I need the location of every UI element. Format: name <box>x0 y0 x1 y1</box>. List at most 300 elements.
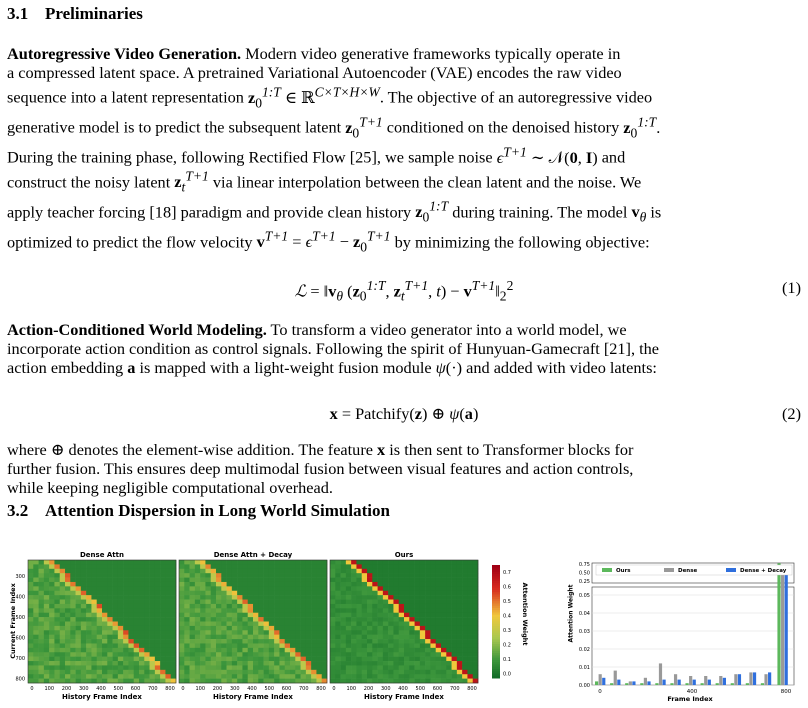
heatmap-cell <box>205 617 211 622</box>
heatmap-cell <box>346 600 352 605</box>
heatmap-cell <box>113 613 119 618</box>
heatmap-cell <box>430 670 436 675</box>
heatmap-cell <box>467 670 473 675</box>
heatmap-cell <box>462 630 468 635</box>
heatmap-cell <box>123 586 129 591</box>
heatmap-cell <box>425 595 431 600</box>
heatmap-cell <box>65 604 71 609</box>
heatmap-cell <box>81 679 87 684</box>
heatmap-cell <box>39 657 45 662</box>
heatmap-cell <box>457 657 463 662</box>
heatmap-cell <box>362 635 368 640</box>
heatmap-cell <box>155 635 161 640</box>
heatmap-cell <box>264 573 270 578</box>
heatmap-cell <box>462 560 468 565</box>
heatmap-cell <box>264 608 270 613</box>
heatmap-cell <box>150 661 156 666</box>
colorbar-label: Attention Weight <box>521 582 529 646</box>
heatmap-cell <box>436 564 442 569</box>
heatmap-cell <box>436 586 442 591</box>
heatmap-cell <box>39 560 45 565</box>
heatmap-cell <box>420 657 426 662</box>
heatmap-cell <box>237 661 243 666</box>
heatmap-cell <box>441 608 447 613</box>
heatmap-cell <box>60 613 66 618</box>
heatmap-cell <box>356 661 362 666</box>
heatmap-cell <box>195 674 201 679</box>
heatmap-cell <box>200 604 206 609</box>
heatmap-cell <box>211 564 217 569</box>
heatmap-cell <box>76 670 82 675</box>
heatmap-cell <box>118 639 124 644</box>
heatmap-cell <box>462 665 468 670</box>
heatmap-cell <box>70 604 76 609</box>
heatmap-cell <box>190 652 196 657</box>
heatmap-cell <box>211 626 217 631</box>
heatmap-cell <box>473 582 479 587</box>
heatmap-cell <box>242 626 248 631</box>
heatmap-cell <box>81 670 87 675</box>
heatmap-cell <box>279 613 285 618</box>
heatmap-cell <box>404 613 410 618</box>
heatmap-cell <box>452 617 458 622</box>
heatmap-cell <box>91 661 97 666</box>
heatmap-cell <box>264 617 270 622</box>
heatmap-cell <box>248 569 254 574</box>
heatmap-cell <box>150 622 156 627</box>
heatmap-cell <box>113 626 119 631</box>
heatmap-cell <box>39 652 45 657</box>
heatmap-cell <box>39 630 45 635</box>
heatmap-cell <box>316 622 322 627</box>
heatmap-cell <box>91 564 97 569</box>
heatmap-cell <box>404 626 410 631</box>
heatmap-cell <box>70 582 76 587</box>
heatmap-cell <box>60 643 66 648</box>
heatmap-cell <box>269 595 275 600</box>
heatmap-cell <box>128 626 134 631</box>
heatmap-cell <box>367 600 373 605</box>
heatmap-cell <box>446 648 452 653</box>
heatmap-cell <box>316 573 322 578</box>
heatmap-cell <box>316 586 322 591</box>
heatmap-cell <box>165 622 171 627</box>
heatmap-cell <box>165 674 171 679</box>
heatmap-xtick: 200 <box>61 686 72 692</box>
heatmap-cell <box>341 578 347 583</box>
heatmap-cell <box>378 613 384 618</box>
heatmap-cell <box>211 617 217 622</box>
heatmap-cell <box>91 635 97 640</box>
heatmap-cell <box>49 648 55 653</box>
heatmap-cell <box>81 635 87 640</box>
heatmap-cell <box>264 670 270 675</box>
heatmap-cell <box>232 639 238 644</box>
heatmap-cell <box>322 622 328 627</box>
heatmap-cell <box>399 578 405 583</box>
heatmap-cell <box>446 591 452 596</box>
heatmap-cell <box>128 648 134 653</box>
heatmap-cell <box>195 661 201 666</box>
heatmap-cell <box>139 622 145 627</box>
heatmap-cell <box>165 613 171 618</box>
heatmap-cell <box>195 648 201 653</box>
heatmap-cell <box>351 622 357 627</box>
heatmap-cell <box>179 622 185 627</box>
heatmap-cell <box>28 665 34 670</box>
heatmap-cell <box>237 604 243 609</box>
heatmap-cell <box>33 617 39 622</box>
heatmap-cell <box>264 613 270 618</box>
heatmap-cell <box>441 657 447 662</box>
heatmap-cell <box>91 613 97 618</box>
heatmap-cell <box>351 626 357 631</box>
heatmap-cell <box>388 639 394 644</box>
heatmap-cell <box>86 657 92 662</box>
heatmap-cell <box>467 560 473 565</box>
heatmap-cell <box>200 639 206 644</box>
heatmap-cell <box>118 661 124 666</box>
heatmap-cell <box>237 679 243 684</box>
heatmap-cell <box>91 586 97 591</box>
heatmap-cell <box>227 643 233 648</box>
heatmap-cell <box>253 617 259 622</box>
heatmap-cell <box>269 626 275 631</box>
heatmap-cell <box>28 643 34 648</box>
heatmap-cell <box>123 635 129 640</box>
heatmap-cell <box>211 578 217 583</box>
heatmap-cell <box>195 626 201 631</box>
heatmap-cell <box>44 665 50 670</box>
heatmap-cell <box>383 652 389 657</box>
heatmap-cell <box>322 600 328 605</box>
heatmap-cell <box>160 608 166 613</box>
heatmap-cell <box>211 582 217 587</box>
heatmap-cell <box>341 564 347 569</box>
heatmap-cell <box>436 639 442 644</box>
heatmap-cell <box>128 670 134 675</box>
heatmap-cell <box>171 674 177 679</box>
heatmap-cell <box>311 665 317 670</box>
heatmap-cell <box>383 613 389 618</box>
legend-swatch <box>726 568 736 572</box>
heatmap-cell <box>269 657 275 662</box>
heatmap-cell <box>430 635 436 640</box>
heatmap-cell <box>393 674 399 679</box>
heatmap-cell <box>378 617 384 622</box>
heatmap-cell <box>274 670 280 675</box>
heatmap-cell <box>441 613 447 618</box>
heatmap-cell <box>367 626 373 631</box>
heatmap-cell <box>33 657 39 662</box>
heatmap-cell <box>274 652 280 657</box>
heatmap-cell <box>378 569 384 574</box>
heatmap-cell <box>237 665 243 670</box>
heatmap-cell <box>306 652 312 657</box>
heatmap-cell <box>39 582 45 587</box>
heatmap-cell <box>322 608 328 613</box>
heatmap-cell <box>269 622 275 627</box>
colorbar-tick: 0.6 <box>503 584 511 591</box>
heatmap-cell <box>242 648 248 653</box>
heatmap-cell <box>316 569 322 574</box>
heatmap-cell <box>242 670 248 675</box>
heatmap-cell <box>86 578 92 583</box>
heatmap-cell <box>335 560 341 565</box>
bar-ylabel: Attention Weight <box>567 584 575 643</box>
heatmap-cell <box>253 613 259 618</box>
heatmap-cell <box>97 657 103 662</box>
heatmap-cell <box>279 600 285 605</box>
heatmap-cell <box>285 630 291 635</box>
heatmap-cell <box>86 630 92 635</box>
heatmap-cell <box>165 661 171 666</box>
heatmap-cell <box>457 564 463 569</box>
heatmap-cell <box>134 600 140 605</box>
heatmap-cell <box>179 652 185 657</box>
heatmap-cell <box>415 622 421 627</box>
heatmap-cell <box>311 608 317 613</box>
heatmap-cell <box>378 560 384 565</box>
heatmap-cell <box>165 665 171 670</box>
heatmap-cell <box>362 648 368 653</box>
heatmap-cell <box>139 604 145 609</box>
heatmap-cell <box>274 622 280 627</box>
heatmap-cell <box>316 630 322 635</box>
heatmap-cell <box>264 569 270 574</box>
heatmap-cell <box>44 657 50 662</box>
heatmap-cell <box>441 639 447 644</box>
heatmap-cell <box>165 630 171 635</box>
heatmap-cell <box>144 643 150 648</box>
heatmap-cell <box>155 564 161 569</box>
heatmap-cell <box>335 630 341 635</box>
heatmap-cell <box>216 569 222 574</box>
colorbar-tick: 0.7 <box>503 570 511 576</box>
heatmap-cell <box>190 595 196 600</box>
heatmap-cell <box>227 670 233 675</box>
heatmap-cell <box>211 643 217 648</box>
heatmap-cell <box>378 586 384 591</box>
heatmap-cell <box>107 648 113 653</box>
heatmap-cell <box>86 670 92 675</box>
heatmap-cell <box>467 617 473 622</box>
bar-ytick: 0.03 <box>578 629 590 635</box>
heatmap-cell <box>97 591 103 596</box>
heatmap-cell <box>311 573 317 578</box>
heatmap-cell <box>107 626 113 631</box>
heatmap-cell <box>404 573 410 578</box>
heatmap-cell <box>150 670 156 675</box>
heatmap-cell <box>107 564 113 569</box>
heatmap-cell <box>274 657 280 662</box>
heatmap-cell <box>269 560 275 565</box>
heatmap-cell <box>160 600 166 605</box>
heatmap-cell <box>242 674 248 679</box>
heatmap-cell <box>102 679 108 684</box>
heatmap-cell <box>279 648 285 653</box>
heatmap-cell <box>216 657 222 662</box>
heatmap-cell <box>253 578 259 583</box>
heatmap-cell <box>150 608 156 613</box>
heatmap-cell <box>102 604 108 609</box>
heatmap-cell <box>165 595 171 600</box>
heatmap-cell <box>54 564 60 569</box>
heatmap-cell <box>91 648 97 653</box>
heatmap-cell <box>123 613 129 618</box>
heatmap-cell <box>356 635 362 640</box>
heatmap-cell <box>258 617 264 622</box>
equation-number: (2) <box>782 404 801 423</box>
heatmap-cell <box>107 573 113 578</box>
heatmap-cell <box>462 639 468 644</box>
heatmap-cell <box>393 679 399 684</box>
heatmap-cell <box>190 635 196 640</box>
heatmap-cell <box>237 648 243 653</box>
heatmap-cell <box>113 652 119 657</box>
heatmap-cell <box>346 626 352 631</box>
heatmap-cell <box>420 635 426 640</box>
heatmap-cell <box>205 613 211 618</box>
heatmap-cell <box>242 613 248 618</box>
heatmap-cell <box>264 591 270 596</box>
heatmap-cell <box>335 617 341 622</box>
heatmap-xtick: 700 <box>147 686 158 692</box>
heatmap-cell <box>128 569 134 574</box>
heatmap-cell <box>227 622 233 627</box>
heatmap-cell <box>420 670 426 675</box>
heatmap-cell <box>118 670 124 675</box>
heatmap-cell <box>253 639 259 644</box>
heatmap-cell <box>430 657 436 662</box>
heatmap-cell <box>436 665 442 670</box>
heatmap-cell <box>446 630 452 635</box>
heatmap-cell <box>301 600 307 605</box>
heatmap-cell <box>144 578 150 583</box>
heatmap-cell <box>356 626 362 631</box>
heatmap-cell <box>285 613 291 618</box>
equation-2: x = Patchify(z) ⊕ ψ(a) (2) <box>329 404 801 423</box>
heatmap-cell <box>301 608 307 613</box>
heatmap-cell <box>227 564 233 569</box>
heatmap-cell <box>285 635 291 640</box>
heatmap-cell <box>258 600 264 605</box>
heatmap-cell <box>248 670 254 675</box>
heatmap-cell <box>102 635 108 640</box>
heatmap-cell <box>436 635 442 640</box>
heatmap-cell <box>39 600 45 605</box>
heatmap-cell <box>144 661 150 666</box>
heatmap-cell <box>335 604 341 609</box>
heatmap-cell <box>118 657 124 662</box>
heatmap-cell <box>457 569 463 574</box>
heatmap-cell <box>221 674 227 679</box>
heatmap-cell <box>264 630 270 635</box>
heatmap-cell <box>356 613 362 618</box>
heatmap-cell <box>128 674 134 679</box>
heatmap-cell <box>430 560 436 565</box>
heatmap-cell <box>237 652 243 657</box>
heatmap-cell <box>383 617 389 622</box>
heatmap-cell <box>65 613 71 618</box>
heatmap-cell <box>184 564 190 569</box>
heatmap-cell <box>102 622 108 627</box>
heatmap-cell <box>306 595 312 600</box>
heatmap-cell <box>285 648 291 653</box>
bar-dense-decay <box>693 680 696 685</box>
heatmap-cell <box>54 608 60 613</box>
heatmap-cell <box>341 652 347 657</box>
heatmap-cell <box>335 670 341 675</box>
heatmap-cell <box>378 626 384 631</box>
heatmap-cell <box>356 582 362 587</box>
heatmap-cell <box>190 591 196 596</box>
heatmap-cell <box>216 600 222 605</box>
heatmap-cell <box>200 648 206 653</box>
heatmap-cell <box>221 652 227 657</box>
heatmap-cell <box>409 573 415 578</box>
heatmap-cell <box>446 595 452 600</box>
heatmap-cell <box>467 626 473 631</box>
heatmap-cell <box>150 586 156 591</box>
heatmap-cell <box>97 586 103 591</box>
heatmap-cell <box>399 608 405 613</box>
heatmap-cell <box>415 657 421 662</box>
heatmap-cell <box>264 657 270 662</box>
heatmap-cell <box>65 630 71 635</box>
heatmap-cell <box>316 600 322 605</box>
heatmap-cell <box>285 661 291 666</box>
heatmap-cell <box>200 560 206 565</box>
heatmap-cell <box>97 670 103 675</box>
heatmap-ytick: 800 <box>15 676 25 683</box>
heatmap-cell <box>452 591 458 596</box>
heatmap-cell <box>248 622 254 627</box>
heatmap-cell <box>221 622 227 627</box>
heatmap-cell <box>301 630 307 635</box>
heatmap-cell <box>171 661 177 666</box>
heatmap-cell <box>253 591 259 596</box>
heatmap-cell <box>97 595 103 600</box>
heatmap-cell <box>179 617 185 622</box>
heatmap-xlabel: History Frame Index <box>62 693 142 701</box>
heatmap-cell <box>372 617 378 622</box>
bar-dense <box>749 672 752 685</box>
heatmap-cell <box>335 613 341 618</box>
heatmap-cell <box>33 635 39 640</box>
paragraph-lead: Action-Conditioned World Modeling. <box>7 320 267 339</box>
heatmap-cell <box>91 626 97 631</box>
heatmap-cell <box>227 657 233 662</box>
colorbar-tick: 0.5 <box>503 599 511 605</box>
heatmap-cell <box>54 617 60 622</box>
heatmap-cell <box>248 582 254 587</box>
heatmap-cell <box>441 652 447 657</box>
heatmap-cell <box>316 674 322 679</box>
heatmap-cell <box>195 657 201 662</box>
heatmap-cell <box>184 635 190 640</box>
heatmap-cell <box>44 635 50 640</box>
heatmap-cell <box>446 578 452 583</box>
heatmap-cell <box>70 648 76 653</box>
heatmap-cell <box>269 569 275 574</box>
heatmap-cell <box>295 661 301 666</box>
heatmap-cell <box>446 600 452 605</box>
heatmap-cell <box>393 643 399 648</box>
heatmap-cell <box>107 582 113 587</box>
heatmap-cell <box>221 648 227 653</box>
heatmap-cell <box>200 652 206 657</box>
